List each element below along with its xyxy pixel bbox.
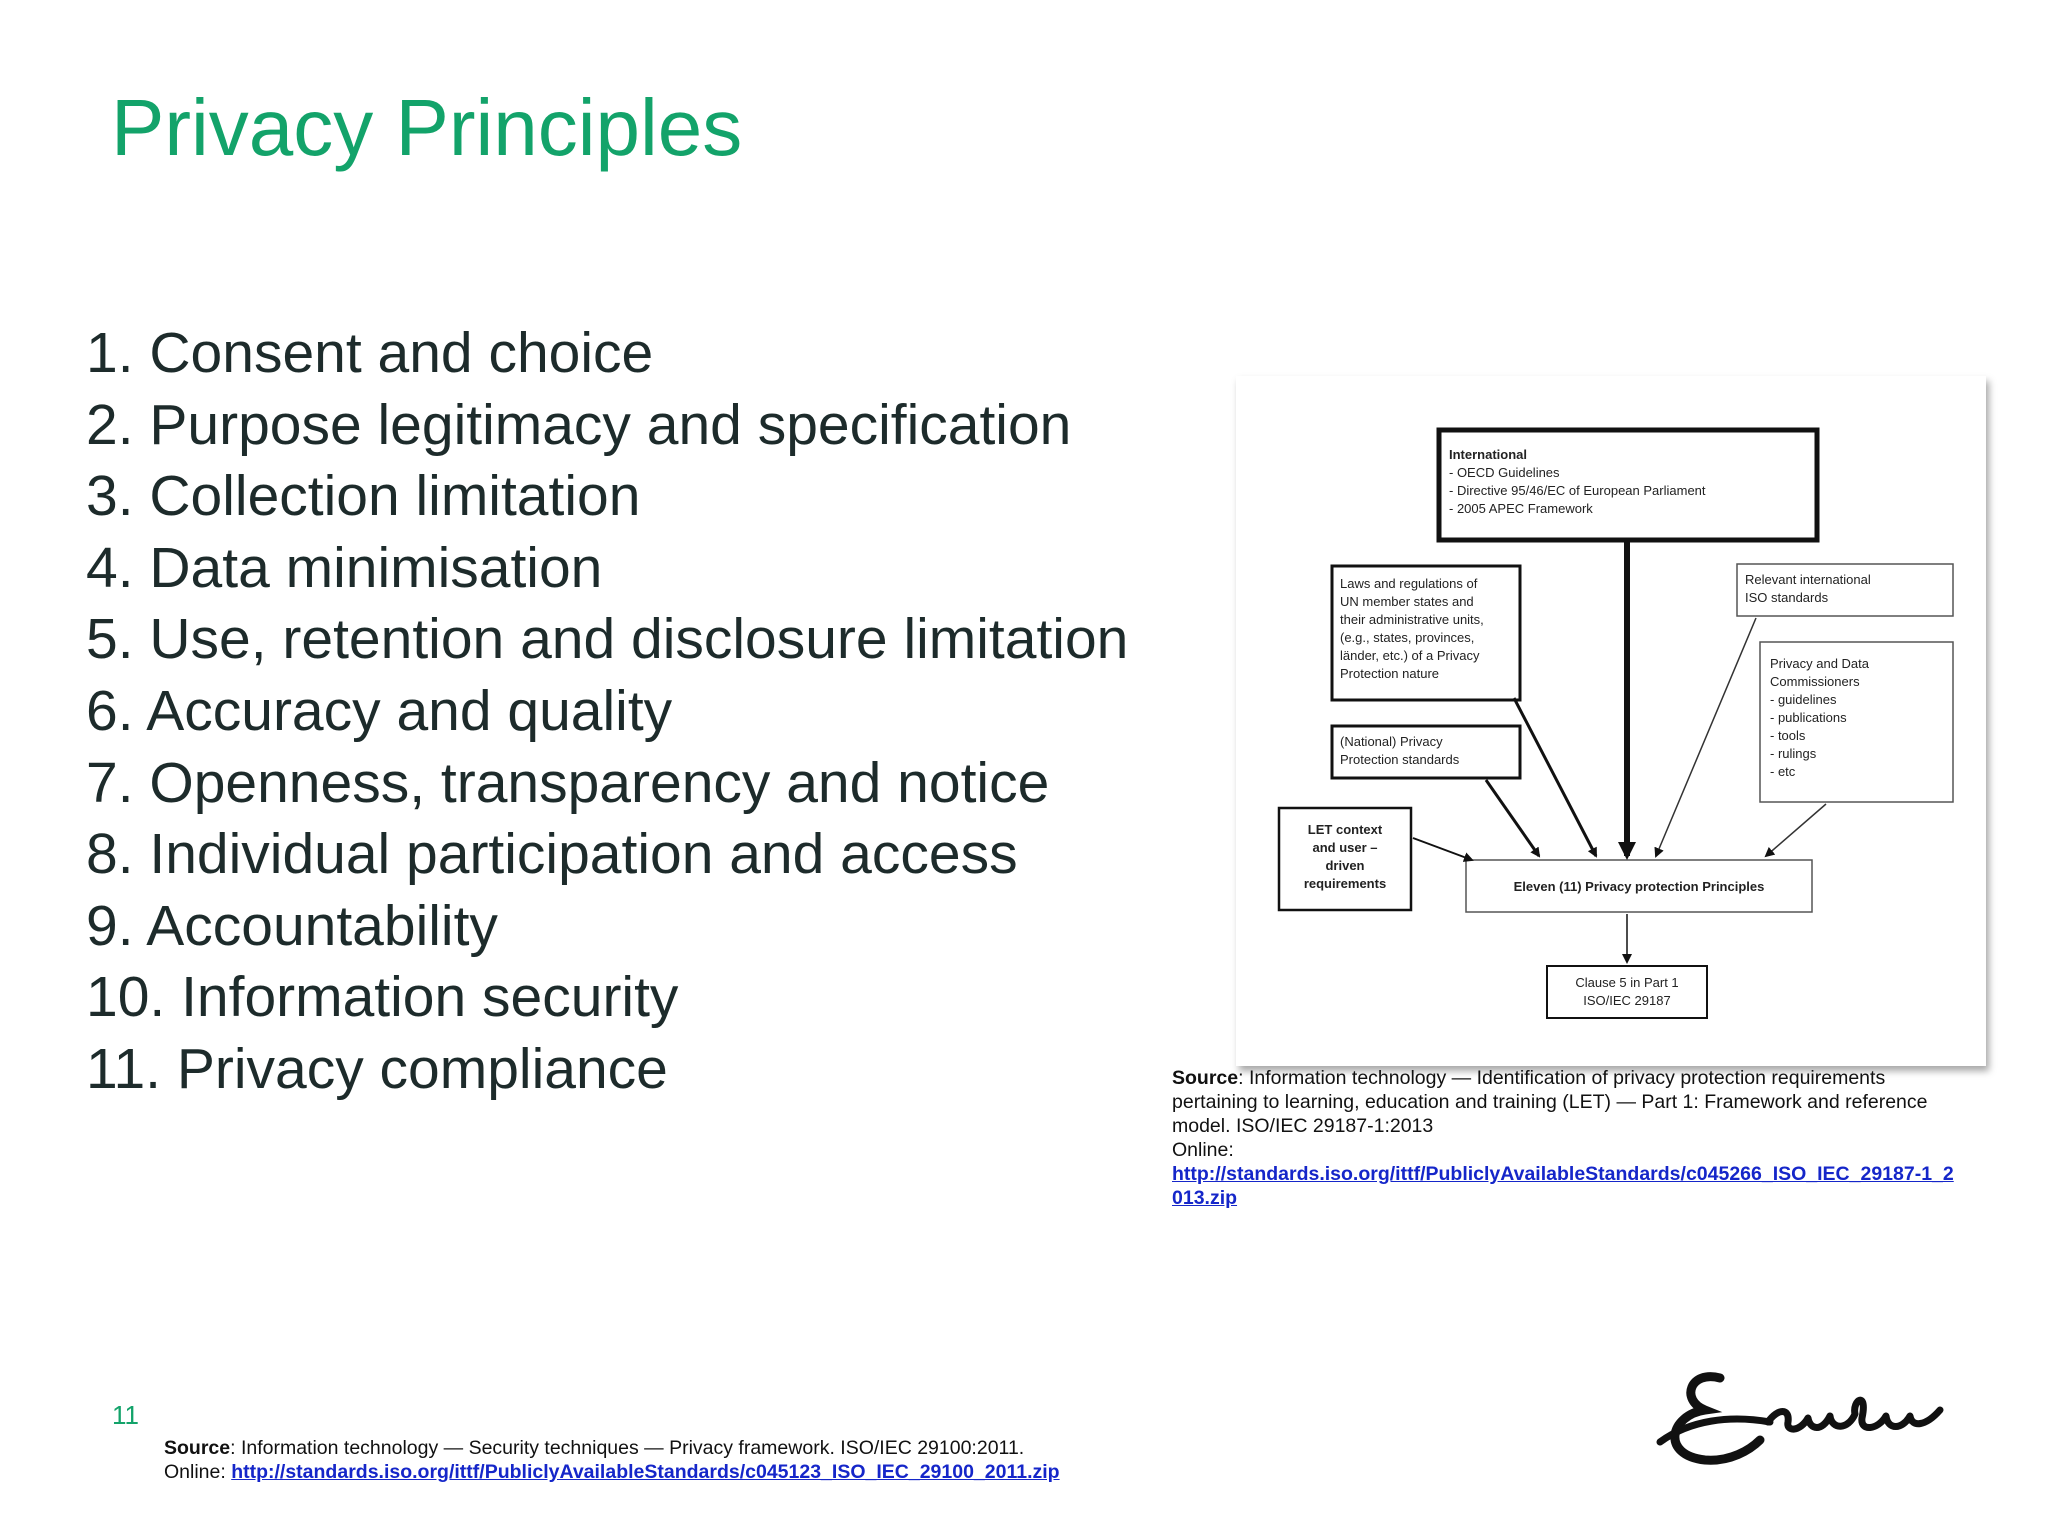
principles-list bbox=[86, 318, 1128, 1106]
principle-item: 4. Data minimisation bbox=[86, 535, 603, 600]
diagram-text: driven bbox=[1325, 858, 1365, 873]
figure-source-note bbox=[1172, 1066, 1962, 1210]
diagram-text: (e.g., states, provinces, bbox=[1340, 630, 1475, 645]
diagram-text: (National) Privacy bbox=[1340, 734, 1443, 749]
diagram-text: - publications bbox=[1770, 710, 1847, 725]
diagram-text: Eleven (11) Privacy protection Principles bbox=[1513, 879, 1765, 894]
principle-item: 7. Openness, transparency and notice bbox=[86, 750, 1050, 815]
diagram-text: - OECD Guidelines bbox=[1449, 465, 1560, 480]
framework-diagram bbox=[1236, 376, 1986, 1066]
source-link[interactable]: http://standards.iso.org/ittf/PubliclyAvailableStandards/c045266_ISO_IEC_29187-1_2013.zip bbox=[1172, 1163, 1954, 1209]
diagram-text: - rulings bbox=[1770, 746, 1817, 761]
online-label: Online: bbox=[1172, 1139, 1234, 1161]
source-link[interactable]: http://standards.iso.org/ittf/PubliclyAvailableStandards/c045123_ISO_IEC_29100_2011.zip bbox=[231, 1461, 1060, 1483]
diagram-text: Commissioners bbox=[1770, 674, 1860, 689]
diagram-text: länder, etc.) of a Privacy bbox=[1340, 648, 1480, 663]
online-label: Online: bbox=[164, 1461, 232, 1483]
framework-diagram-svg bbox=[1236, 376, 1986, 1066]
international-heading: International bbox=[1449, 447, 1528, 462]
arrow-relevant bbox=[1656, 618, 1756, 856]
diagram-text: - etc bbox=[1770, 764, 1796, 779]
diagram-text: - tools bbox=[1770, 728, 1806, 743]
erasmus-signature-logo-icon bbox=[1650, 1360, 1950, 1470]
arrow-commissioners bbox=[1766, 804, 1826, 856]
diagram-text: LET context bbox=[1307, 822, 1383, 837]
principle-item: 1. Consent and choice bbox=[86, 321, 654, 385]
diagram-text: ISO standards bbox=[1745, 590, 1829, 605]
diagram-text: - 2005 APEC Framework bbox=[1449, 501, 1593, 516]
diagram-text: Laws and regulations of bbox=[1340, 576, 1478, 591]
principle-item: 5. Use, retention and disclosure limitation bbox=[86, 607, 1129, 672]
diagram-text: their administrative units, bbox=[1340, 612, 1484, 627]
diagram-text: Clause 5 in Part 1 bbox=[1575, 975, 1679, 990]
diagram-text: Protection nature bbox=[1340, 666, 1440, 681]
source-label: Source bbox=[1172, 1067, 1239, 1089]
erasmus-logo bbox=[1650, 1360, 1950, 1470]
arrow-national bbox=[1486, 780, 1539, 856]
arrow-laws bbox=[1514, 698, 1596, 856]
principle-item: 2. Purpose legitimacy and specification bbox=[86, 392, 1072, 457]
diagram-text: and user – bbox=[1312, 840, 1378, 855]
clause-box bbox=[1547, 966, 1707, 1018]
diagram-text: - guidelines bbox=[1770, 692, 1837, 707]
bottom-source-note bbox=[164, 1436, 1264, 1484]
diagram-text: Protection standards bbox=[1340, 752, 1460, 767]
diagram-text: requirements bbox=[1303, 876, 1387, 891]
svg-text:International bbox=[1449, 447, 1527, 462]
diagram-text: Privacy and Data bbox=[1770, 656, 1869, 671]
principle-item: 10. Information security bbox=[86, 965, 679, 1030]
source-label: Source bbox=[164, 1437, 231, 1459]
source-text: : Information technology — Identification of privacy protection requirements pertaining to learning, education and training (LET) — Part 1: Framework and reference model. ISO/IEC 29187-1:2013 bbox=[1172, 1067, 1928, 1137]
diagram-text: - Directive 95/46/EC of European Parliament bbox=[1449, 483, 1706, 498]
principle-item: 3. Collection limitation bbox=[86, 464, 641, 529]
diagram-text: ISO/IEC 29187 bbox=[1583, 993, 1671, 1008]
page-number: 11 bbox=[112, 1400, 139, 1430]
principle-item: 8. Individual participation and access bbox=[86, 822, 1018, 887]
source-text: : Information technology — Security techniques — Privacy framework. ISO/IEC 29100:2011. bbox=[230, 1437, 1025, 1459]
diagram-text: Relevant international bbox=[1745, 572, 1871, 587]
principle-item: 6. Accuracy and quality bbox=[86, 678, 673, 743]
diagram-text: UN member states and bbox=[1340, 594, 1474, 609]
arrow-let bbox=[1413, 838, 1472, 860]
principle-item: 11. Privacy compliance bbox=[86, 1036, 668, 1101]
slide-title: Privacy Principles bbox=[111, 83, 743, 172]
principle-item: 9. Accountability bbox=[86, 893, 498, 958]
